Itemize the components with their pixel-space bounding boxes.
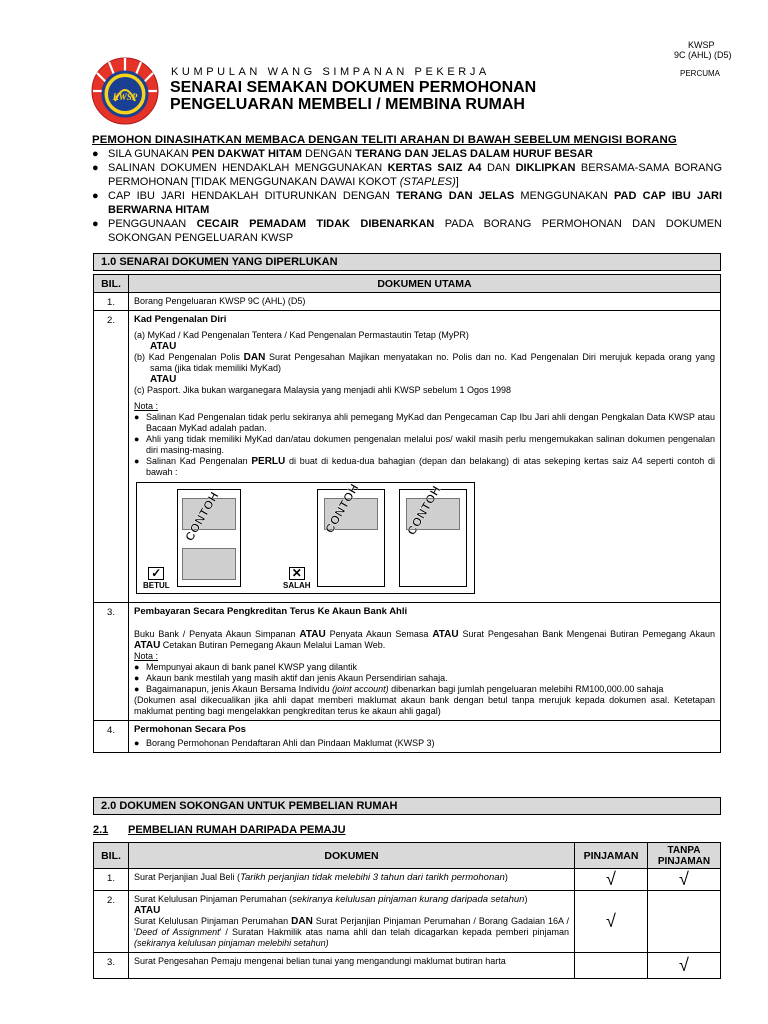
bullet-icon: ●: [134, 412, 140, 422]
loan-check-icon: √: [575, 869, 648, 891]
bullet-icon: ●: [134, 684, 140, 694]
col-bil-header: BIL.: [94, 275, 129, 293]
instructions-heading: PEMOHON DINASIHATKAN MEMBACA DENGAN TELITI ARAHAN DI BAWAH SEBELUM MENGISI BORANG: [92, 134, 677, 146]
organisation-name: KUMPULAN WANG SIMPANAN PEKERJA: [171, 66, 490, 78]
form-code-line1: KWSP: [688, 40, 715, 50]
row-text: Borang Pengeluaran KWSP 9C (AHL) (D5): [129, 293, 721, 311]
loan-empty-cell: [575, 953, 648, 979]
check-icon: ✓: [148, 567, 164, 580]
row-number: 1.: [94, 869, 129, 891]
form-code-line2: 9C (AHL) (D5): [674, 50, 732, 60]
col-doc-header: DOKUMEN: [129, 843, 575, 869]
noloan-check-icon: √: [648, 953, 721, 979]
bullet-icon: ●: [134, 434, 140, 444]
loan-approval-cell: [129, 891, 575, 953]
ic-copy-examples: [136, 482, 475, 594]
or-label: ATAU: [150, 341, 177, 352]
postal-application-cell: [129, 721, 721, 753]
form-title-line1: SENARAI SEMAKAN DOKUMEN PERMOHONAN: [170, 79, 537, 96]
correct-marker: ✓ BETUL: [143, 566, 170, 590]
bank-account-cell: [129, 603, 721, 721]
price-label: PERCUMA: [680, 69, 721, 78]
subsection-2-1-title: 2.1 PEMBELIAN RUMAH DARIPADA PEMAJU: [93, 824, 346, 836]
loan-check-icon: √: [575, 891, 648, 953]
sample-stamp: CONTOH: [322, 481, 362, 536]
row-number: 4.: [94, 721, 129, 753]
option-b: (b) Kad Pengenalan Polis DAN Surat Pengesahan Majikan menyatakan no. Polis dan no. Kad Pengenalan Diri merujuk kepada orang yang sama (jika tidak memiliki MyKad): [134, 352, 715, 373]
bullet-icon: ●: [92, 218, 99, 230]
bullet-icon: ●: [134, 456, 140, 466]
instruction-item: ● PENGGUNAAN CECAIR PEMADAM TIDAK DIBENARKAN PADA BORANG PERMOHONAN DAN DOKUMEN SOKONGAN PENGELUARAN KWSP: [92, 218, 722, 244]
row-number: 3.: [94, 603, 129, 721]
ic-back-image: [182, 548, 236, 580]
row-number: 2.: [94, 311, 129, 603]
table-row: [94, 869, 721, 891]
note-item: ● Akaun bank mestilah yang masih aktif dan jenis Akaun Persendirian sahaja.: [134, 673, 448, 683]
page-header: [0, 0, 768, 125]
form-title-line2: PENGELUARAN MEMBELI / MEMBINA RUMAH: [170, 96, 525, 113]
instructions-block: [92, 133, 722, 245]
col-bil-header: BIL.: [94, 843, 129, 869]
row-number: 1.: [94, 293, 129, 311]
row-number: 3.: [94, 953, 129, 979]
loan-approval-option-b: Surat Kelulusan Pinjaman Perumahan DAN Surat Perjanjian Pinjaman Perumahan / Borang Gadaian 16A / 'Deed of Assignment' / Suratan Hakmilik atas nama ahli dan telah dicagarkan kepada pemberi pinjaman (sekiranya kelulusan pinjaman melebihi setahun): [134, 916, 569, 948]
identity-card-cell: [129, 311, 721, 603]
bullet-icon: ●: [92, 190, 99, 202]
option-c: (c) Pasport. Jika bukan warganegara Malaysia yang menjadi ahli KWSP sebelum 1 Ogos 1998: [134, 385, 512, 395]
section1-title: 1.0 SENARAI DOKUMEN YANG DIPERLUKAN: [93, 253, 721, 271]
table-row: [94, 603, 721, 721]
row-text: Surat Pengesahan Pemaju mengenai belian tunai yang mengandungi maklumat butiran harta: [129, 953, 575, 979]
bullet-icon: ●: [92, 162, 99, 174]
sample-stamp: CONTOH: [404, 483, 444, 538]
bullet-icon: ●: [134, 738, 140, 748]
table-row: [94, 293, 721, 311]
main-documents-table: [93, 274, 721, 753]
table-row: [94, 311, 721, 603]
section2-title: 2.0 DOKUMEN SOKONGAN UNTUK PEMBELIAN RUMAH: [93, 797, 721, 815]
table-row: [94, 953, 721, 979]
table-row: [94, 721, 721, 753]
kwsp-logo-icon: [91, 57, 159, 125]
note-label: Nota :: [134, 651, 159, 661]
note-item: ● Borang Permohonan Pendaftaran Ahli dan Pindaan Maklumat (KWSP 3): [134, 738, 435, 748]
row-number: 2.: [94, 891, 129, 953]
bullet-icon: ●: [134, 673, 140, 683]
row-text: Surat Perjanjian Jual Beli (Tarikh perjanjian tidak melebihi 3 tahun dari tarikh permohonan): [129, 869, 575, 891]
bullet-icon: ●: [92, 148, 99, 160]
sample-stamp: CONTOH: [182, 489, 222, 544]
instruction-item: ● CAP IBU JARI HENDAKLAH DITURUNKAN DENGAN TERANG DAN JELAS MENGGUNAKAN PAD CAP IBU JARI BERWARNA HITAM: [92, 190, 723, 216]
note-item: ● Ahli yang tidak memiliki MyKad dan/atau dokumen pengenalan melalui pos/ wakil masih perlu mengemukakan salinan dokumen pengenalan diri masing-masing.: [134, 434, 715, 455]
noloan-empty-cell: [648, 891, 721, 953]
note-item: ● Mempunyai akaun di bank panel KWSP yang dilantik: [134, 662, 357, 672]
or-label: ATAU: [134, 905, 161, 916]
bullet-icon: ●: [134, 662, 140, 672]
col-doc-header: DOKUMEN UTAMA: [129, 275, 721, 293]
instruction-item: ● SALINAN DOKUMEN HENDAKLAH MENGGUNAKAN KERTAS SAIZ A4 DAN DIKLIPKAN BERSAMA-SAMA BORANG PERMOHONAN [TIDAK MENGGUNAKAN DAWAI KOKOT (STAPLES)]: [92, 162, 723, 188]
row-heading: Kad Pengenalan Diri: [134, 314, 227, 325]
col-loan-header: PINJAMAN: [575, 843, 648, 869]
note-item: ● Salinan Kad Pengenalan PERLU di buat di kedua-dua bahagian (depan dan belakang) di atas sekeping kertas saiz A4 seperti contoh di bawah :: [134, 456, 715, 477]
table-header-row: [94, 275, 721, 293]
note-item: ● Salinan Kad Pengenalan tidak perlu sekiranya ahli pemegang MyKad dan Pengecaman Cap Ibu Jari ahli dengan Pengkalan Data KWSP atau Bacaan MyKad adalah padan.: [134, 412, 715, 433]
note-item: ● Bagaimanapun, jenis Akaun Bersama Individu (joint account) dibenarkan bagi jumlah pengeluaran melebihi RM100,000.00 sahaja: [134, 684, 664, 694]
noloan-check-icon: √: [648, 869, 721, 891]
wrong-marker: ✕ SALAH: [283, 566, 311, 590]
row-heading: Permohonan Secara Pos: [134, 724, 246, 735]
note-label: Nota :: [134, 401, 159, 411]
table-header-row: [94, 843, 721, 869]
row-heading: Pembayaran Secara Pengkreditan Terus Ke Akaun Bank Ahli: [134, 606, 408, 617]
svg-text:KWSP: KWSP: [112, 92, 138, 102]
supporting-documents-table: [93, 842, 721, 979]
instruction-item: ● SILA GUNAKAN PEN DAKWAT HITAM DENGAN TERANG DAN JELAS DALAM HURUF BESAR: [92, 148, 593, 160]
bank-documents-text: Buku Bank / Penyata Akaun Simpanan ATAU Penyata Akaun Semasa ATAU Surat Pengesahan Bank Mengenai Butiran Pemegang Akaun ATAU Cetakan Butiran Pemegang Akaun Melalui Laman Web.: [134, 629, 715, 651]
option-a: (a) MyKad / Kad Pengenalan Tentera / Kad Pengenalan Permastautin Tetap (MyPR): [134, 330, 469, 340]
loan-approval-option-a: Surat Kelulusan Pinjaman Perumahan (sekiranya kelulusan pinjaman kurang daripada setahun): [134, 894, 528, 905]
col-noloan-header: TANPA PINJAMAN: [648, 843, 721, 869]
or-label: ATAU: [150, 374, 177, 385]
cross-icon: ✕: [289, 567, 305, 580]
table-row: [94, 891, 721, 953]
bank-note-remark: (Dokumen asal dikecualikan jika ahli dapat memberi maklumat akaun bank dengan betul tanpa merujuk kepada dokumen asal. Ketetapan maklumat penting bagi mengelakkan pengkreditan terus ke akaun ahli gagal): [134, 695, 715, 716]
